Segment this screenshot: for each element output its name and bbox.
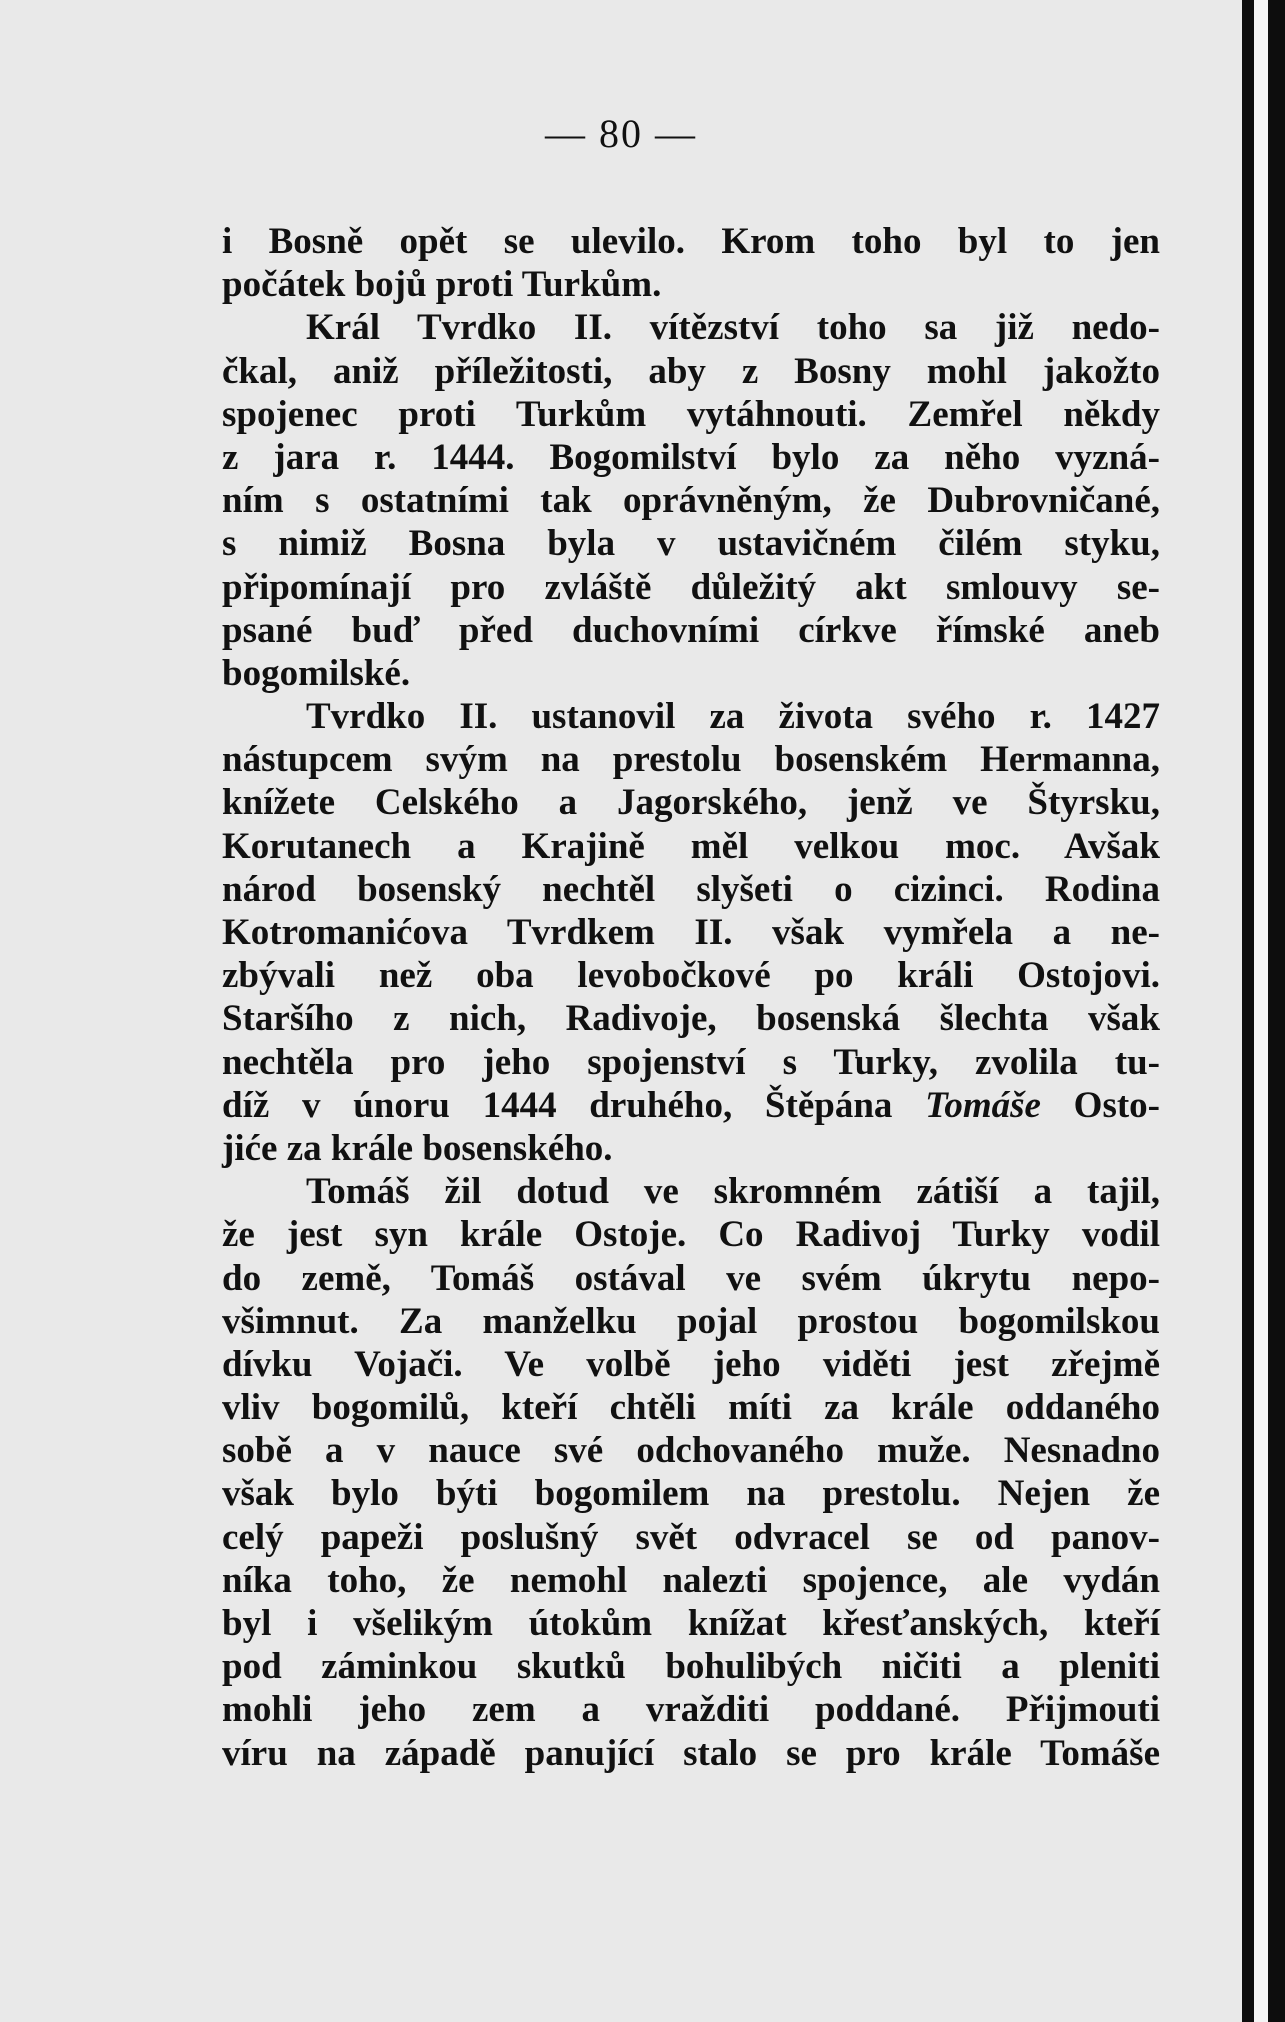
text-line: knížete Celského a Jagorského, jenž ve Štyrsku, xyxy=(222,782,1160,824)
text-line: ním s ostatními tak oprávněným, že Dubrovničané, xyxy=(222,480,1160,522)
text-line: nechtěla pro jeho spojenství s Turky, zvolila tu- xyxy=(222,1041,1160,1083)
text-line: s nimiž Bosna byla v ustavičném čilém styku, xyxy=(222,523,1160,565)
text-line: celý papeži poslušný svět odvracel se od panov- xyxy=(222,1516,1160,1558)
text-line: čkal, aniž příležitosti, aby z Bosny mohl jakožto xyxy=(222,350,1160,392)
text-line: Kotromanićova Tvrdkem II. však vymřela a ne- xyxy=(222,912,1160,953)
text-line: níka toho, že nemohl nalezti spojence, ale vydán xyxy=(222,1559,1160,1601)
text-line: pod záminkou skutků bohulibých ničiti a pleniti xyxy=(222,1646,1160,1688)
text-line: dívku Vojači. Ve volbě jeho viděti jest zřejmě xyxy=(222,1343,1160,1385)
text-line: psané buď před duchovními církve římské aneb xyxy=(222,609,1160,651)
page-edge xyxy=(1242,0,1254,2022)
text-line: zbývali než oba levobočkové po králi Ostojovi. xyxy=(222,955,1160,997)
page-number: — 80 — xyxy=(545,111,697,156)
body-text xyxy=(222,220,1160,1775)
text-line: bogomilské. xyxy=(222,652,411,694)
text-line: Tomáš žil dotud ve skromném zátiší a tajil, xyxy=(306,1171,1160,1213)
text-line: nástupcem svým na prestolu bosenském Hermanna, xyxy=(222,739,1160,781)
text-line: víru na západě panující stalo se pro krále Tomáše xyxy=(222,1732,1160,1774)
text-line: Korutanech a Krajině měl velkou moc. Avšak xyxy=(222,825,1160,867)
text-line: že jest syn krále Ostoje. Co Radivoj Turky vodil xyxy=(222,1214,1160,1256)
text-line: jiće za krále bosenského. xyxy=(222,1127,613,1169)
page-gap xyxy=(1254,0,1268,2022)
text-line: připomínají pro zvláště důležitý akt smlouvy se- xyxy=(222,566,1160,608)
text-line: sobě a v nauce své odchovaného muže. Nesnadno xyxy=(222,1430,1160,1472)
text-line: i Bosně opět se ulevilo. Krom toho byl to jen xyxy=(222,221,1160,262)
text-line: počátek bojů proti Turkům. xyxy=(222,264,662,306)
text-line: však bylo býti bogomilem na prestolu. Nejen že xyxy=(222,1473,1160,1515)
text-line: z jara r. 1444. Bogomilství bylo za něho vyzná- xyxy=(222,436,1160,478)
text-line: díž v únoru 1444 druhého, Štěpána Tomáše Osto- xyxy=(222,1084,1160,1126)
text-line: Staršího z nich, Radivoje, bosenská šlechta však xyxy=(222,998,1160,1040)
text-line: všimnut. Za manželku pojal prostou bogomilskou xyxy=(222,1300,1160,1342)
text-line: do země, Tomáš ostával ve svém úkrytu nepo- xyxy=(222,1257,1160,1299)
text-line: byl i všelikým útokům knížat křesťanských, kteří xyxy=(222,1603,1160,1644)
text-line: spojenec proti Turkům vytáhnouti. Zemřel někdy xyxy=(222,393,1160,435)
text-line: Král Tvrdko II. vítězství toho sa již nedo- xyxy=(306,307,1160,349)
text-line: národ bosenský nechtěl slyšeti o cizinci. Rodina xyxy=(222,868,1160,910)
text-line: vliv bogomilů, kteří chtěli míti za krále oddaného xyxy=(222,1387,1160,1429)
text-line: mohli jeho zem a vražditi poddané. Přijmouti xyxy=(222,1689,1160,1731)
text-line: Tvrdko II. ustanovil za života svého r. 1427 xyxy=(306,696,1160,738)
page-edge-right xyxy=(1268,0,1285,2022)
